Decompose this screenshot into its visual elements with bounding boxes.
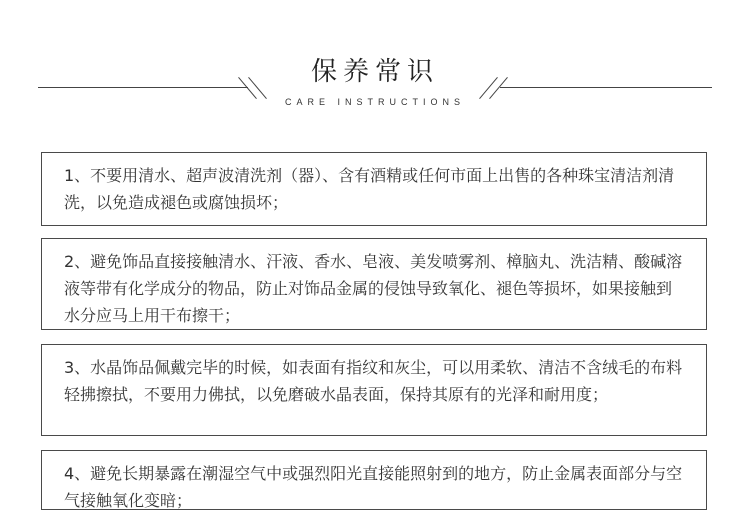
care-header	[0, 0, 750, 130]
page-title: 保养常识	[310, 57, 439, 87]
instruction-text: 4、避免长期暴露在潮湿空气中或强烈阳光直接能照射到的地方，防止金属表面部分与空气接触氧化变暗；	[64, 464, 683, 510]
instruction-card-1	[41, 152, 707, 226]
instruction-text: 1、不要用清水、超声波清洗剂（器）、含有酒精或任何市面上出售的各种珠宝清洁剂清洗，以免造成褪色或腐蚀损坏；	[64, 166, 675, 212]
right-divider-line	[500, 87, 712, 88]
instruction-card-2	[41, 238, 707, 330]
instruction-text: 3、水晶饰品佩戴完毕的时候，如表面有指纹和灰尘，可以用柔软、清洁不含绒毛的布料轻拂擦拭，不要用力佛拭，以免磨破水晶表面，保持其原有的光泽和耐用度；	[64, 358, 683, 404]
page-subtitle: CARE INSTRUCTIONS	[284, 97, 465, 107]
instruction-card-4	[41, 450, 707, 510]
instruction-text: 2、避免饰品直接接触清水、汗液、香水、皂液、美发喷雾剂、樟脑丸、洗洁精、酸碱溶液等带有化学成分的物品，防止对饰品金属的侵蚀导致氧化、褪色等损坏，如果接触到水分应马上用干布擦干；	[64, 252, 683, 325]
instruction-card-3	[41, 344, 707, 436]
